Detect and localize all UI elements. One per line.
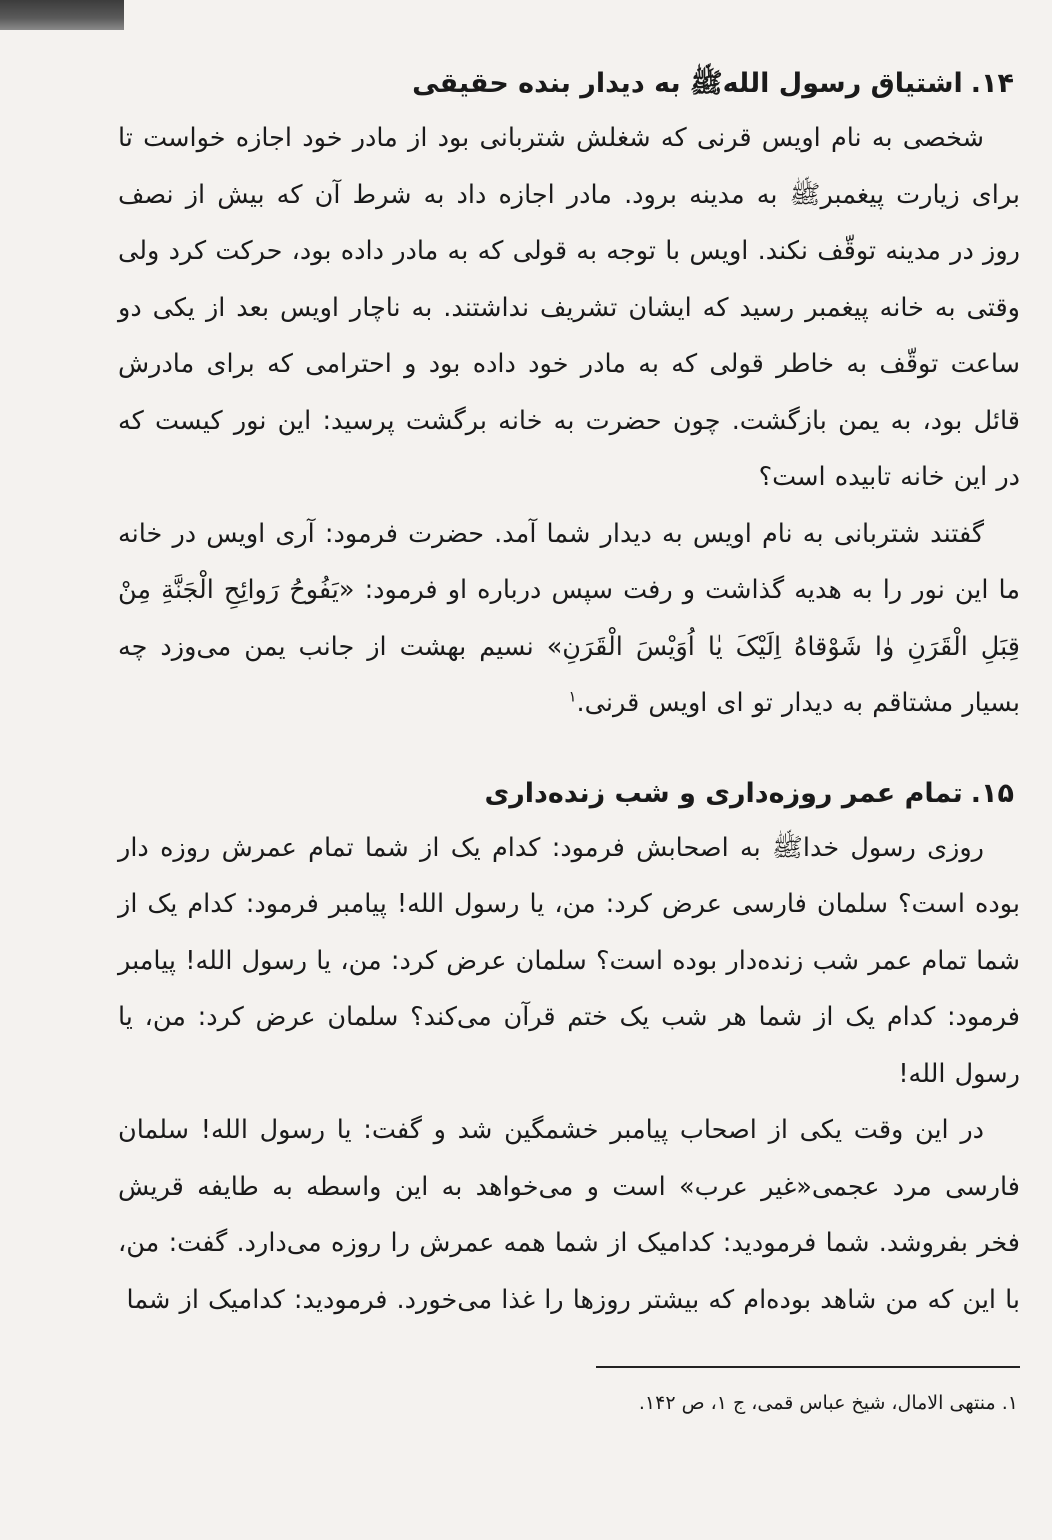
section-14-paragraph-2-text: گفتند شتربانی به نام اویس به دیدار شما آمد. حضرت فرمود: آری اویس در خانه ما این نور را به هدیه گذاشت و رفت سپس درباره او فرمود: «یَفُوحُ رَوائِحِ الْجَنَّةِ مِنْ قِبَلِ الْقَرَنِ وٰا شَوْقاهُ اِلَیْکَ یٰا اُوَیْسَ الْقَرَنِ» نسیم بهشت از جانب یمن می‌وزد چه بسیار مشتاقم به دیدار تو ای اویس قرنی. bbox=[118, 518, 1020, 718]
section-15-paragraph-1: روزی رسول خداﷺ به اصحابش فرمود: کدام یک از شما تمام عمرش روزه دار بوده است؟ سلمان فارسی عرض کرد: من، یا رسول الله! پیامبر فرمود: کدام یک از شما تمام عمر شب زنده‌دار بوده است؟ سلمان عرض کرد: من، یا رسول الله! پیامبر فرمود: کدام یک از شما هر شب یک ختم قرآن می‌کند؟ سلمان عرض کرد: من، یا رسول الله! bbox=[118, 832, 1020, 1089]
section-14-heading bbox=[118, 58, 1020, 110]
section-15-title: تمام عمر روزه‌داری و شب زنده‌داری bbox=[484, 777, 963, 809]
section-14-paragraph-2 bbox=[118, 506, 1020, 732]
book-page bbox=[118, 58, 1020, 1328]
section-spacer bbox=[118, 732, 1020, 768]
page-corner-mark bbox=[0, 0, 124, 30]
section-14-title: اشتیاق رسول الله‌ﷺ به دیدار بنده حقیقی bbox=[412, 68, 963, 99]
section-14-paragraph-1: شخصی به نام اویس قرنی که شغلش شتربانی بود از مادر خود اجازه خواست تا برای زیارت پیغمبرﷺ به مدینه برود. مادر اجازه داد به شرط آن که بیش از نصف روز در مدینه توقّف نکند. اویس با توجه به قولی که به مادر داده بود، حرکت کرد ولی وقتی به خانه پیغمبر رسید که ایشان تشریف نداشتند. به ناچار اویس بعد از یکی دو ساعت توقّف به خاطر قولی که به مادر خود داده بود و احترامی که برای مادرش قائل بود، به یمن بازگشت. چون حضرت به خانه برگشت پرسید: این نور کیست که در این خانه تابیده است؟ bbox=[118, 123, 1020, 492]
footnote-reference[interactable]: ۱ bbox=[568, 687, 577, 706]
section-14-number: ۱۴. bbox=[970, 68, 1014, 99]
section-15-heading bbox=[118, 768, 1020, 820]
footnote-text: ۱. منتهی الامال، شیخ عباس قمی، ج ۱، ص ۱۴۲. bbox=[638, 1392, 1018, 1414]
section-15-number: ۱۵. bbox=[970, 777, 1014, 809]
section-15-paragraph-2: در این وقت یکی از اصحاب پیامبر خشمگین شد و گفت: یا رسول الله! سلمان فارسی مرد عجمی«غیر عرب» است و می‌خواهد به این واسطه به طایفه قریش فخر بفروشد. شما فرمودید: کدامیک از شما همه عمرش را روزه می‌دارد. گفت: من، با این که من شاهد بوده‌ام که بیشتر روزها را غذا می‌خورد. فرمودید: کدامیک از شما bbox=[118, 1115, 1020, 1315]
footnote-divider bbox=[596, 1366, 1020, 1368]
